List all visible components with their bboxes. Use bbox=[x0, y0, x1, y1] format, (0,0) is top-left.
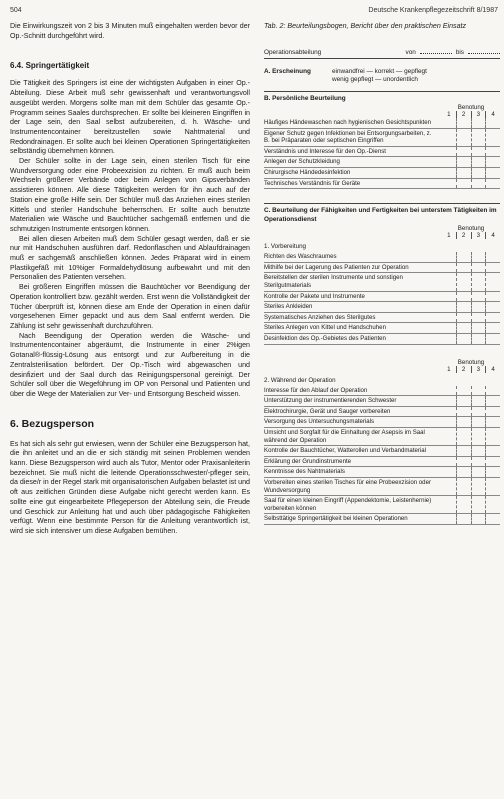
rating-cell[interactable] bbox=[471, 292, 486, 302]
rating-cell[interactable] bbox=[471, 313, 486, 323]
rating-cell[interactable] bbox=[456, 478, 471, 495]
rating-item-label: Unterstützung der instrumentierenden Schwester bbox=[264, 397, 397, 405]
rating-cell[interactable] bbox=[456, 263, 471, 273]
subsection-vorbereitung: 1. Vorbereitung bbox=[264, 243, 306, 251]
section-c2-list bbox=[264, 386, 500, 525]
rating-header bbox=[264, 225, 500, 232]
rating-item-label: Vorbereiten eines sterilen Tisches für eine Probeexzision oder Wundversorgung bbox=[264, 478, 431, 494]
rating-cell[interactable] bbox=[471, 323, 486, 333]
rating-item-label: Technisches Verständnis für Geräte bbox=[264, 179, 361, 187]
rating-cells bbox=[442, 273, 500, 290]
rating-cell[interactable] bbox=[456, 428, 471, 445]
rating-row bbox=[264, 302, 500, 313]
rating-header bbox=[264, 359, 500, 366]
rating-cell[interactable] bbox=[471, 407, 486, 417]
rating-row bbox=[264, 428, 500, 446]
rating-row bbox=[264, 157, 500, 168]
rating-item-label: Umsicht und Sorgfalt für die Einhaltung der Asepsis im Saal während der Operation bbox=[264, 428, 425, 444]
rating-cell[interactable] bbox=[442, 118, 456, 128]
rating-item-label: Eigener Schutz gegen Infektionen bei Entsorgungsarbeiten, z. B. bei Präparaten oder septischen Eingriffen bbox=[264, 129, 432, 145]
body-paragraph: Der Schüler sollte in der Lage sein, einen sterilen Tisch für eine Wundversorgung oder eine Probeexzision zu richten. Er muß auch beim Wechseln größerer Verbände oder beim Anlegen von Gipsverbänden assistieren können. Alle diese Tätigkeiten werden für ihn auch auf der Station eine große Hilfe sein. Der Schüler muß das Anziehen eines sterilen Kittels und steriler Handschuhe beherrschen. Er sollte auch benutzte Materialien wie Wäsche und Bauchtücher sachgemäß entfernen und die schmutzigen Instrumente entsorgen können. bbox=[10, 157, 250, 233]
rating-row bbox=[264, 292, 500, 303]
rating-cell[interactable] bbox=[485, 129, 500, 146]
rating-cell[interactable] bbox=[442, 334, 456, 344]
to-blank bbox=[468, 47, 500, 54]
rating-cell[interactable] bbox=[485, 334, 500, 344]
from-blank bbox=[420, 47, 452, 54]
rating-item-label: Anlegen der Schutzkleidung bbox=[264, 158, 340, 166]
rating-cells bbox=[442, 386, 500, 396]
rating-cell[interactable] bbox=[442, 129, 456, 146]
rating-cell[interactable] bbox=[471, 273, 486, 290]
rating-cell[interactable] bbox=[456, 467, 471, 477]
rating-cells bbox=[442, 446, 500, 456]
rating-cell[interactable] bbox=[442, 323, 456, 333]
rating-cells bbox=[442, 292, 500, 302]
rating-cell[interactable] bbox=[471, 467, 486, 477]
subsection-waehrend: 2. Während der Operation bbox=[264, 376, 336, 384]
rating-item-label: Häufiges Händewaschen nach hygienischen Gesichtspunkten bbox=[264, 119, 432, 127]
rating-cell[interactable] bbox=[442, 302, 456, 312]
rating-cell[interactable] bbox=[471, 252, 486, 262]
rating-cell[interactable] bbox=[485, 252, 500, 262]
rating-number: 3 bbox=[471, 232, 486, 239]
rating-cell[interactable] bbox=[442, 478, 456, 495]
rating-row bbox=[264, 273, 500, 291]
rating-cell[interactable] bbox=[442, 467, 456, 477]
page-header bbox=[10, 7, 498, 19]
rating-cells bbox=[442, 323, 500, 333]
from-label: von bbox=[405, 48, 416, 56]
rating-cell[interactable] bbox=[442, 252, 456, 262]
rating-cell[interactable] bbox=[485, 467, 500, 477]
rating-item-label: Richten des Waschraumes bbox=[264, 253, 337, 261]
rating-cell[interactable] bbox=[471, 179, 486, 189]
rating-cell[interactable] bbox=[471, 417, 486, 427]
rating-cell[interactable] bbox=[485, 273, 500, 290]
section-b-list bbox=[264, 118, 500, 189]
rating-item-label: Chirurgische Händedesinfektion bbox=[264, 169, 351, 177]
rating-number: 4 bbox=[485, 232, 500, 239]
intro-paragraph: Die Einwirkungszeit von 2 bis 3 Minuten muß eingehalten werden bevor der Op.-Schnitt durchgeführt wird. bbox=[10, 22, 250, 40]
to-label: bis bbox=[455, 48, 464, 56]
rating-number: 1 bbox=[447, 111, 451, 119]
rating-cells bbox=[442, 407, 500, 417]
rating-cells bbox=[442, 457, 500, 467]
rating-cell[interactable] bbox=[456, 386, 471, 396]
rating-cell[interactable] bbox=[456, 417, 471, 427]
rating-row bbox=[264, 118, 500, 129]
rating-cell[interactable] bbox=[471, 428, 486, 445]
rating-number: 1 bbox=[447, 365, 451, 373]
rating-item-label: Kenntnisse des Nahtmaterials bbox=[264, 468, 345, 476]
rating-cell[interactable] bbox=[485, 386, 500, 396]
journal-title: Deutsche Krankenpflegezeitschrift 8/1987 bbox=[368, 7, 498, 14]
rating-item-label: Desinfektion des Op.-Gebietes des Patienten bbox=[264, 335, 386, 342]
rating-cell[interactable] bbox=[485, 168, 500, 178]
rating-cells bbox=[442, 118, 500, 128]
table-caption: Tab. 2: Beurteilungsbogen, Bericht über den praktischen Einsatz bbox=[264, 22, 467, 30]
rating-numbers bbox=[264, 366, 500, 373]
op-department-row bbox=[264, 47, 500, 59]
rating-cell[interactable] bbox=[442, 263, 456, 273]
rating-cells bbox=[442, 302, 500, 312]
rating-cell[interactable] bbox=[471, 496, 486, 513]
op-department-label: Operationsabteilung bbox=[264, 48, 322, 56]
rating-cell[interactable] bbox=[485, 313, 500, 323]
rating-cell[interactable] bbox=[471, 147, 486, 157]
rating-item-label: Systematisches Anziehen des Sterilgutes bbox=[264, 313, 376, 321]
rating-item-label: Versorgung des Untersuchungsmaterials bbox=[264, 418, 375, 426]
rating-cell[interactable] bbox=[456, 252, 471, 262]
rating-row bbox=[264, 514, 500, 525]
rating-cell[interactable] bbox=[456, 147, 471, 157]
rating-cell[interactable] bbox=[456, 273, 471, 290]
rating-row bbox=[264, 457, 500, 468]
rating-item-label: Erklärung der Grundinstrumente bbox=[264, 457, 352, 465]
rating-row bbox=[264, 334, 500, 345]
rating-cell[interactable] bbox=[442, 168, 456, 178]
rating-cell[interactable] bbox=[456, 396, 471, 406]
rating-cell[interactable] bbox=[456, 302, 471, 312]
rating-cell[interactable] bbox=[456, 446, 471, 456]
rating-cell[interactable] bbox=[471, 446, 486, 456]
body-paragraph: Bei größeren Eingriffen müssen die Bauchtücher vor Beendigung der Operation kontrolliert bzw. gezählt werden. Erst wenn die Vollständigkeit der Tücher überprüft ist, können diese am Ende der Operation in einen dafür vorgesehenen Eimer gepackt und aus dem Saal entfernt werden. Die Zählung ist sehr gewissenhaft durchzuführen. bbox=[10, 283, 250, 330]
section-heading-springer: 6.4. Springertätigkeit bbox=[10, 61, 90, 71]
rating-cell[interactable] bbox=[442, 417, 456, 427]
rating-cell[interactable] bbox=[456, 514, 471, 524]
rating-numbers bbox=[264, 111, 500, 118]
rating-cell[interactable] bbox=[456, 118, 471, 128]
rating-cell[interactable] bbox=[456, 313, 471, 323]
rating-number: 1 bbox=[447, 232, 451, 240]
rating-header bbox=[264, 104, 500, 111]
rating-cell[interactable] bbox=[471, 118, 486, 128]
rating-row bbox=[264, 313, 500, 324]
body-paragraph: Die Tätigkeit des Springers ist eine der wichtigsten Aufgaben in einer Op.-Abteilung. Diese Arbeit muß sehr gewissenhaft und verantwortungsvoll ausgeübt werden. Morgens sollte man mit dem Schüler das gesamte Op.-Programm seines Saales durchsprechen. Er sollte bei kleineren Eingriffen in der Lage sein, den Saal selbst aufzubereiten, d. h. Wäsche- und Instrumentencontainer bereitzustellen sowie Nahtmaterial und Redondrainagen. Er sollte auch bei kleinen Operationen Springertätigkeiten selbständig übernehmen können. bbox=[10, 79, 250, 156]
rating-cell[interactable] bbox=[456, 407, 471, 417]
rating-cell[interactable] bbox=[442, 157, 456, 167]
erscheinung-row bbox=[264, 68, 500, 85]
rating-cell[interactable] bbox=[471, 302, 486, 312]
rating-cell[interactable] bbox=[485, 263, 500, 273]
rating-cell[interactable] bbox=[485, 478, 500, 495]
rating-number: 2 bbox=[456, 366, 471, 373]
rating-row bbox=[264, 496, 500, 514]
rating-cells bbox=[442, 428, 500, 445]
rating-cell[interactable] bbox=[485, 457, 500, 467]
rating-cells bbox=[442, 168, 500, 178]
rating-cells bbox=[442, 157, 500, 167]
rating-cell[interactable] bbox=[442, 273, 456, 290]
rating-cell[interactable] bbox=[442, 179, 456, 189]
section-b-heading: B. Persönliche Beurteilung bbox=[264, 94, 346, 102]
rating-item-label: Mithilfe bei der Lagerung des Patienten zur Operation bbox=[264, 263, 409, 271]
rating-cell[interactable] bbox=[471, 334, 486, 344]
rating-cell[interactable] bbox=[471, 386, 486, 396]
rating-cell[interactable] bbox=[485, 417, 500, 427]
rating-row bbox=[264, 323, 500, 334]
rating-number: 4 bbox=[485, 111, 500, 118]
rating-label: Benotung bbox=[457, 225, 485, 233]
rating-cell[interactable] bbox=[471, 129, 486, 146]
rating-cell[interactable] bbox=[442, 496, 456, 513]
rating-number: 2 bbox=[456, 111, 471, 118]
rating-cell[interactable] bbox=[471, 396, 486, 406]
rating-cell[interactable] bbox=[485, 292, 500, 302]
rating-item-label: Kontrolle der Pakete und Instrumente bbox=[264, 292, 365, 300]
rating-cell[interactable] bbox=[456, 334, 471, 344]
rating-number: 3 bbox=[471, 366, 486, 373]
rating-cell[interactable] bbox=[442, 514, 456, 524]
rating-row bbox=[264, 478, 500, 496]
rating-row bbox=[264, 467, 500, 478]
rating-cells bbox=[442, 147, 500, 157]
rating-label: Benotung bbox=[457, 104, 485, 112]
rating-cell[interactable] bbox=[456, 157, 471, 167]
rating-number: 4 bbox=[485, 366, 500, 373]
rating-cell[interactable] bbox=[471, 514, 486, 524]
rating-cell[interactable] bbox=[471, 168, 486, 178]
rating-cells bbox=[442, 179, 500, 189]
rating-cell[interactable] bbox=[485, 514, 500, 524]
rating-cells bbox=[442, 263, 500, 273]
rating-cells bbox=[442, 467, 500, 477]
rating-item-label: Saal für einen kleinen Eingriff (Appendektomie, Leistenhernie) vorbereiten können bbox=[264, 497, 432, 512]
body-paragraph: Es hat sich als sehr gut erwiesen, wenn der Schüler eine Bezugsperson hat, die ihn anleitet und an die er sich ständig mit seinen Problemen wenden kann. Diese Bezugsperson wird auch als Tutor, Mentor oder Praxisanleiterin bezeichnet. Sie muß nicht die leitende Operationsschwester/-pfleger sein, da diese/r in der Regel stark mit organisatorischen Aufgaben belastet ist und oft aus zeitlichen Gründen diese Aufgabe nicht gerecht werden kann. Es sollte eine gut eingearbeitete Pflegeperson der Abteilung sein, die Freude und Geschick zur Anleitung hat und auch über pädagogische Fähigkeiten verfügt. Wenn eine bestimmte Person für die Anleitung verantwortlich ist, wird sie sich intensiver um diese Aufgaben bemühen. bbox=[10, 439, 250, 535]
rating-row bbox=[264, 147, 500, 158]
erscheinung-options-2: wenig gepflegt — unordentlich bbox=[332, 76, 418, 84]
rating-item-label: Elektrochirurgie, Gerät und Sauger vorbereiten bbox=[264, 407, 391, 415]
rating-cell[interactable] bbox=[442, 407, 456, 417]
rating-item-label: Kontrolle der Bauchtücher, Watterollen und Verbandmaterial bbox=[264, 447, 427, 455]
rating-cells bbox=[442, 514, 500, 524]
rating-cell[interactable] bbox=[456, 496, 471, 513]
rating-number: 3 bbox=[471, 111, 486, 118]
rating-row bbox=[264, 446, 500, 457]
rating-cell[interactable] bbox=[485, 446, 500, 456]
rating-item-label: Verständnis und Interesse für den Op.-Dienst bbox=[264, 147, 386, 155]
rating-row bbox=[264, 263, 500, 274]
body-paragraph: Nach Beendigung der Operation werden die Wäsche- und Instrumentencontainer abgeräumt, die Instrumente in einer 2%igen Gotanal®-flüssig-Lösung aus entsorgt und zur Aufbereitung in die Zentralsterilisation befördert. Der Op.-Tisch wird abgewaschen und desinfiziert und der Saal durch das Reinigungspersonal gereinigt. Der Schüler soll über die Wegeführung im OP von Personal und Patienten und über die Wege der Materialien zur Ver- und Entsorgung Bescheid wissen. bbox=[10, 331, 250, 398]
rating-cell[interactable] bbox=[442, 446, 456, 456]
rating-cell[interactable] bbox=[485, 496, 500, 513]
rating-row bbox=[264, 252, 500, 263]
rating-cell[interactable] bbox=[442, 313, 456, 323]
rating-cell[interactable] bbox=[471, 457, 486, 467]
rating-cell[interactable] bbox=[471, 478, 486, 495]
erscheinung-label: A. Erscheinung bbox=[264, 67, 311, 75]
rating-numbers bbox=[264, 232, 500, 239]
rating-cell[interactable] bbox=[456, 179, 471, 189]
rating-cell[interactable] bbox=[485, 407, 500, 417]
rating-cells bbox=[442, 478, 500, 495]
rating-row bbox=[264, 168, 500, 179]
rating-cell[interactable] bbox=[485, 157, 500, 167]
left-column bbox=[10, 22, 250, 794]
section-c-heading: C. Beurteilung der Fähigkeiten und Fertigkeiten bei unterstem Tätigkeiten im Operationsdienst bbox=[264, 207, 497, 223]
rating-cell[interactable] bbox=[485, 396, 500, 406]
section-heading-bezugsperson: 6. Bezugsperson bbox=[10, 417, 95, 430]
rating-item-label: Steriles Anlegen von Kittel und Handschuhen bbox=[264, 324, 386, 332]
rating-cell[interactable] bbox=[442, 428, 456, 445]
rating-cell[interactable] bbox=[442, 396, 456, 406]
page-number: 504 bbox=[10, 7, 22, 14]
rating-cell[interactable] bbox=[485, 428, 500, 445]
rating-cell[interactable] bbox=[456, 168, 471, 178]
section-c1-list bbox=[264, 252, 500, 344]
rating-cell[interactable] bbox=[485, 118, 500, 128]
rating-cells bbox=[442, 129, 500, 146]
rating-item-label: Interesse für den Ablauf der Operation bbox=[264, 386, 368, 394]
rating-cell[interactable] bbox=[471, 263, 486, 273]
right-column bbox=[264, 22, 500, 794]
rating-cells bbox=[442, 496, 500, 513]
rating-cell[interactable] bbox=[442, 386, 456, 396]
rating-row bbox=[264, 396, 500, 407]
rating-item-label: Bereitstellen der sterilen Instrumente und sonstigen Sterilgutmaterials bbox=[264, 274, 403, 290]
rating-cells bbox=[442, 334, 500, 344]
rating-cell[interactable] bbox=[485, 179, 500, 189]
rating-cell[interactable] bbox=[485, 323, 500, 333]
rating-row bbox=[264, 179, 500, 190]
rating-number: 2 bbox=[456, 232, 471, 239]
rating-cell[interactable] bbox=[456, 292, 471, 302]
rating-row bbox=[264, 407, 500, 418]
rating-row bbox=[264, 417, 500, 428]
rating-cell[interactable] bbox=[456, 457, 471, 467]
rating-cell[interactable] bbox=[456, 129, 471, 146]
rating-cells bbox=[442, 417, 500, 427]
rating-cells bbox=[442, 396, 500, 406]
rating-cell[interactable] bbox=[456, 323, 471, 333]
rating-cell[interactable] bbox=[485, 147, 500, 157]
rating-cells bbox=[442, 313, 500, 323]
rating-cell[interactable] bbox=[485, 302, 500, 312]
body-paragraph: Bei allen diesen Arbeiten muß dem Schüler gesagt werden, daß er sie nur mit Handschuhen ausführen darf. Redonflaschen und Ablaufdrainagen muß er sachgemäß anschließen können. Jedes Präparat wird in einem Plastikgefäß mit 10%iger Formaldehydlösung aufbewahrt und mit den Personalien des Patienten versehen. bbox=[10, 234, 250, 282]
divider bbox=[264, 203, 500, 204]
rating-cell[interactable] bbox=[442, 147, 456, 157]
rating-row bbox=[264, 129, 500, 147]
rating-item-label: Selbsttätige Springertätigkeit bei kleinen Operationen bbox=[264, 515, 408, 523]
divider bbox=[264, 91, 500, 92]
erscheinung-options-1: einwandfrei — korrekt — gepflegt bbox=[332, 67, 427, 75]
rating-label: Benotung bbox=[457, 358, 485, 366]
rating-cell[interactable] bbox=[471, 157, 486, 167]
rating-cell[interactable] bbox=[442, 292, 456, 302]
rating-cell[interactable] bbox=[442, 457, 456, 467]
rating-item-label: Steriles Ankleiden bbox=[264, 303, 313, 311]
rating-cells bbox=[442, 252, 500, 262]
rating-row bbox=[264, 386, 500, 397]
